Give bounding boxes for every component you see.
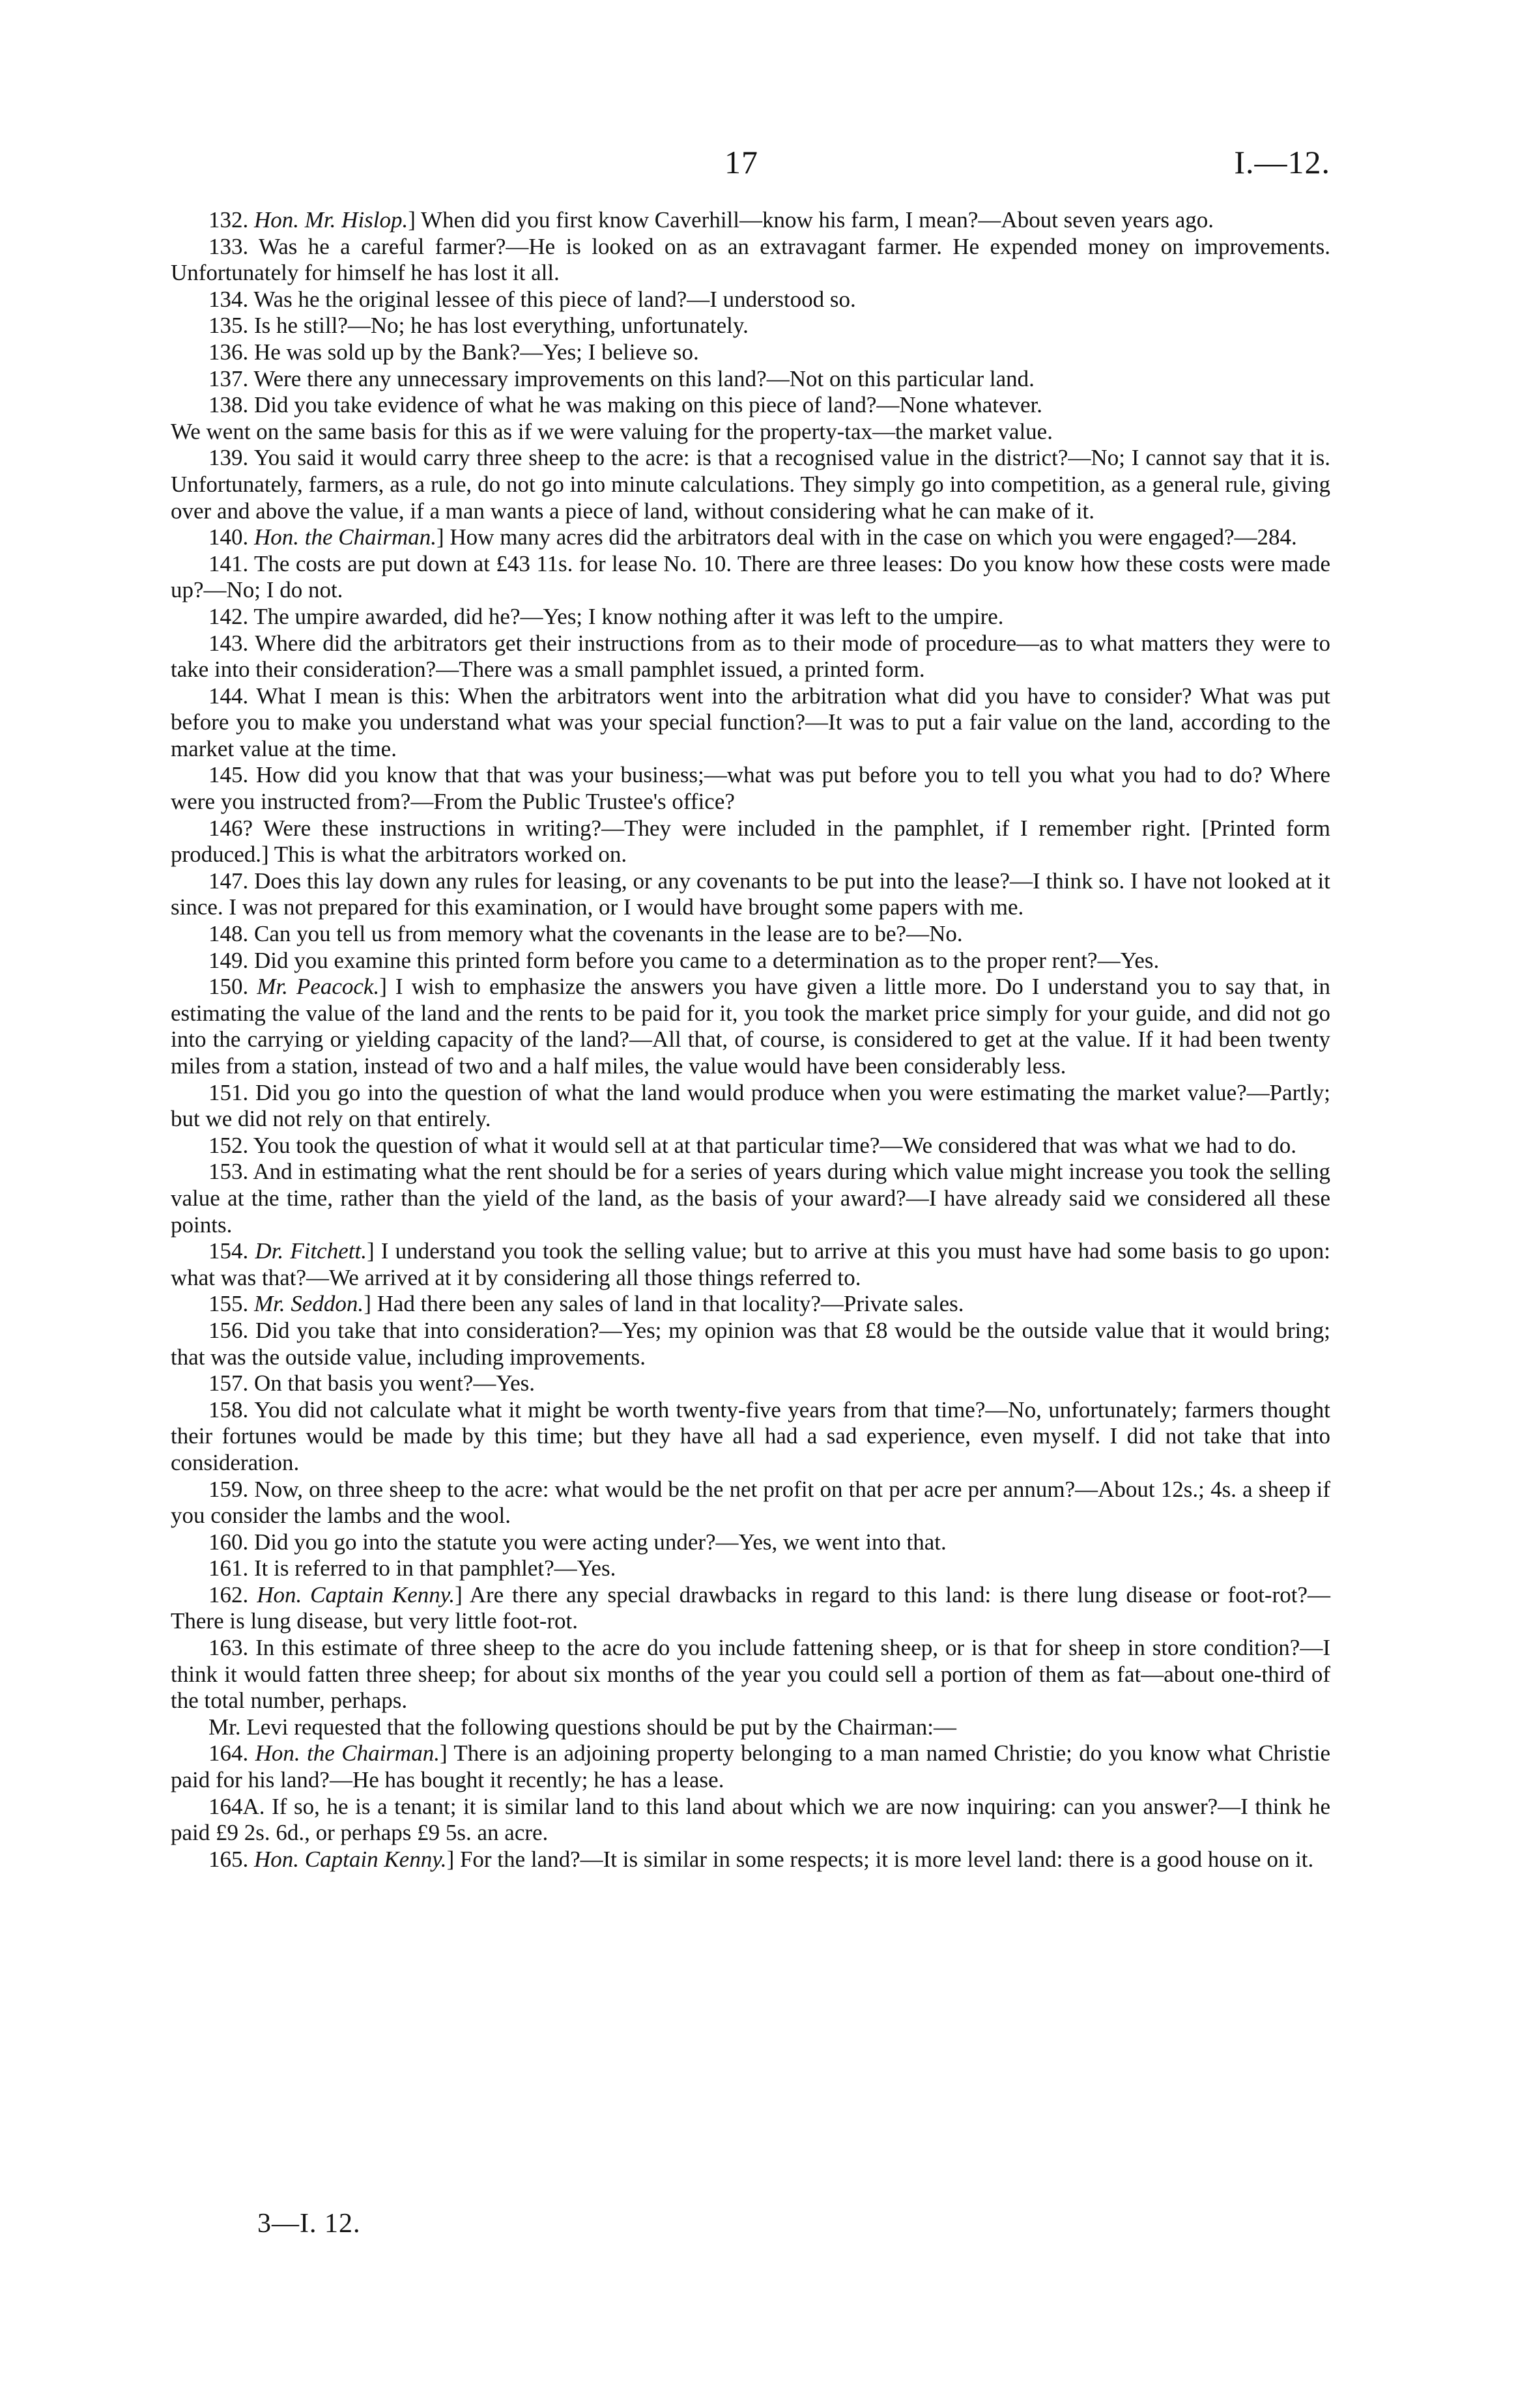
question-text: ] I wish to emphasize the answers you have given a little more. Do I understand you to say that, in estimating the value of the land and the rents to be paid for it, you took the market price simply for your guide, and did not go into the carrying or yielding capacity of the land?—All that, of course, is considered to get at the value. If it had been twenty miles from a station, instead of two and a half miles, the value would have been considerably less. <box>171 974 1330 1079</box>
question-number: 149. <box>208 947 249 973</box>
question-number: 145. <box>208 762 249 788</box>
question-number: 142. <box>208 603 249 629</box>
question-text: The costs are put down at £43 11s. for lease No. 10. There are three leases: Do you know how these costs were made up?—No; I do not. <box>171 550 1330 603</box>
question-paragraph <box>171 1635 1330 1714</box>
question-paragraph <box>171 762 1330 815</box>
page-number: 17 <box>724 144 758 180</box>
question-text: Did you go into the statute you were acting under?—Yes, we went into that. <box>254 1529 947 1555</box>
evidence-transcript <box>171 207 1330 1873</box>
speaker-name: Mr. Seddon. <box>254 1291 364 1317</box>
question-paragraph <box>171 683 1330 763</box>
question-text: Now, on three sheep to the acre: what would be the net profit on that per acre per annum?—About 12s.; 4s. a sheep if you consider the lambs and the wool. <box>171 1476 1331 1529</box>
question-text: Did you go into the question of what the land would produce when you were estimating the market value?—Partly; but we did not rely on that entirely. <box>171 1079 1331 1132</box>
question-text: He was sold up by the Bank?—Yes; I believe so. <box>254 339 699 365</box>
question-paragraph <box>171 1370 1330 1397</box>
printer-signature: 3—I. 12. <box>257 2209 361 2239</box>
question-number: 155. <box>208 1291 249 1317</box>
question-number: 144. <box>208 683 249 709</box>
question-paragraph <box>171 207 1330 234</box>
question-paragraph <box>171 1794 1330 1847</box>
question-text: Was he a careful farmer?—He is looked on as an extravagant farmer. He expended money on improvements. Unfortunately for himself he has lost it all. <box>171 233 1330 286</box>
question-paragraph <box>171 1582 1330 1635</box>
question-text: Can you tell us from memory what the covenants in the lease are to be?—No. <box>254 921 963 947</box>
question-paragraph <box>171 234 1330 287</box>
question-text: Is he still?—No; he has lost everything, unfortunately. <box>254 313 749 339</box>
question-number: 156. <box>208 1317 249 1343</box>
question-number: 150. <box>208 974 249 1000</box>
question-text: ] Are there any special drawbacks in regard to this land: is there lung disease or foot-rot?—There is lung disease, but very little foot-rot. <box>171 1581 1330 1634</box>
speaker-name: Mr. Peacock. <box>257 974 380 1000</box>
question-number: 147. <box>208 868 249 894</box>
question-paragraph <box>171 1847 1330 1873</box>
speaker-name: Hon. Mr. Hislop. <box>254 207 408 233</box>
question-text: Did you take evidence of what he was making on this piece of land?—None whatever. <box>254 392 1043 418</box>
question-number: 164. <box>208 1740 249 1766</box>
question-number: 140. <box>208 524 249 550</box>
question-number: 139. <box>208 445 249 471</box>
question-text: ] There is an adjoining property belonging to a man named Christie; do you know what Christie paid for his land?—He has bought it recently; he has a lease. <box>171 1740 1331 1793</box>
question-paragraph <box>171 974 1330 1079</box>
question-text: Did you examine this printed form before you came to a determination as to the proper rent?—Yes. <box>254 947 1160 973</box>
question-paragraph <box>171 868 1330 921</box>
question-paragraph <box>171 630 1330 683</box>
question-paragraph <box>171 1740 1330 1793</box>
speaker-name: Hon. the Chairman. <box>254 524 436 550</box>
question-number: 152. <box>208 1132 249 1158</box>
question-paragraph <box>171 948 1330 974</box>
question-paragraph <box>171 551 1330 604</box>
question-text: Were there any unnecessary improvements on this land?—Not on this particular land. <box>253 365 1035 391</box>
question-number: 135. <box>208 313 249 339</box>
question-number: 133. <box>208 233 249 259</box>
question-text: In this estimate of three sheep to the acre do you include fattening sheep, or is that for sheep in store condition?—I think it would fatten three sheep; for about six months of the year you could sell a portion of them as fat—about one-third of the total number, perhaps. <box>171 1635 1331 1714</box>
question-text: ] I understand you took the selling value; but to arrive at this you must have had some basis to go upon: what was that?—We arrived at it by considering all those things referred to. <box>171 1238 1330 1290</box>
question-number: 163. <box>208 1635 249 1661</box>
question-text: ] When did you first know Caverhill—know his farm, I mean?—About seven years ago. <box>408 207 1214 233</box>
question-paragraph <box>171 1714 1330 1741</box>
question-text: What I mean is this: When the arbitrators went into the arbitration what did you have to consider? What was put before you to make you understand what was your special function?—It was to put a fair value on the land, according to the market value at the time. <box>171 683 1330 761</box>
question-text: ] For the land?—It is similar in some respects; it is more level land: there is a good house on it. <box>446 1846 1314 1872</box>
question-text: The umpire awarded, did he?—Yes; I know nothing after it was left to the umpire. <box>253 603 1004 629</box>
question-text: Were these instructions in writing?—They were included in the pamphlet, if I remember right. [Printed form produced.] This is what the arbitrators worked on. <box>171 815 1330 868</box>
question-text: It is referred to in that pamphlet?—Yes. <box>254 1555 616 1581</box>
question-paragraph <box>171 1159 1330 1238</box>
question-number: 136. <box>208 339 249 365</box>
question-number: 162. <box>208 1581 249 1608</box>
document-reference: I.—12. <box>1234 144 1330 180</box>
question-paragraph <box>171 287 1330 313</box>
question-text: And in estimating what the rent should be for a series of years during which value might increase you took the selling value at the time, rather than the yield of the land, as the basis of your award?—I have already said we considered all these points. <box>171 1159 1331 1238</box>
question-paragraph <box>171 1080 1330 1133</box>
question-paragraph <box>171 313 1330 339</box>
question-number: 158. <box>208 1396 249 1423</box>
question-text: How did you know that that was your business;—what was put before you to tell you what you had to do? Where were you instructed from?—From the Public Trustee's office? <box>171 762 1331 815</box>
question-paragraph <box>171 1318 1330 1370</box>
question-text: Mr. Levi requested that the following questions should be put by the Chairman:— <box>208 1714 957 1740</box>
speaker-name: Dr. Fitchett. <box>255 1238 367 1264</box>
question-number: 164A. <box>208 1793 265 1819</box>
speaker-name: Hon. Captain Kenny. <box>257 1581 455 1608</box>
question-text: On that basis you went?—Yes. <box>254 1370 536 1396</box>
question-number: 161. <box>208 1555 249 1581</box>
question-paragraph <box>171 419 1330 446</box>
page-header <box>171 143 1330 189</box>
question-paragraph <box>171 445 1330 524</box>
question-number: 159. <box>208 1476 249 1502</box>
question-number: 165. <box>208 1846 249 1872</box>
question-paragraph <box>171 921 1330 948</box>
question-paragraph <box>171 392 1330 419</box>
speaker-name: Hon. Captain Kenny. <box>254 1846 447 1872</box>
question-paragraph <box>171 339 1330 366</box>
question-number: 154. <box>208 1238 249 1264</box>
question-number: 137. <box>208 365 249 391</box>
question-text: Does this lay down any rules for leasing, or any covenants to be put into the lease?—I think so. I have not looked at it since. I was not prepared for this examination, or I would have brought some papers with me. <box>171 868 1330 920</box>
question-paragraph <box>171 1555 1330 1582</box>
question-number: 148. <box>208 921 249 947</box>
question-text: You said it would carry three sheep to the acre: is that a recognised value in the district?—No; I cannot say that it is. Unfortunately, farmers, as a rule, do not go into minute calculations. They simply go into competition, as a general rule, giving over and above the value, if a man wants a piece of land, without considering what he can make of it. <box>171 445 1331 524</box>
question-text: Did you take that into consideration?—Yes; my opinion was that £8 would be the outside value that it would bring; that was the outside value, including improvements. <box>171 1317 1330 1370</box>
question-text: You did not calculate what it might be worth twenty-five years from that time?—No, unfortunately; farmers thought their fortunes would be made by this time; but they have all had a sad experience, even myself. I did not take that into consideration. <box>171 1396 1330 1475</box>
question-paragraph <box>171 366 1330 393</box>
question-number: 132. <box>208 207 249 233</box>
question-number: 134. <box>208 286 249 312</box>
question-number: 143. <box>208 630 249 656</box>
question-paragraph <box>171 1291 1330 1318</box>
question-text: Where did the arbitrators get their instructions from as to their mode of procedure—as to what matters they were to take into their consideration?—There was a small pamphlet issued, a printed form. <box>171 630 1331 683</box>
speaker-name: Hon. the Chairman. <box>255 1740 440 1766</box>
question-paragraph <box>171 1477 1330 1529</box>
question-text: If so, he is a tenant; it is similar land to this land about which we are now inquiring: can you answer?—I think he paid £9 2s. 6d., or perhaps £9 5s. an acre. <box>171 1793 1331 1846</box>
question-number: 153. <box>208 1159 249 1185</box>
question-text: Was he the original lessee of this piece of land?—I understood so. <box>253 286 856 312</box>
question-paragraph <box>171 1238 1330 1291</box>
question-paragraph <box>171 604 1330 630</box>
question-number: 160. <box>208 1529 249 1555</box>
question-number: 151. <box>208 1079 249 1105</box>
question-paragraph <box>171 1133 1330 1159</box>
question-text: You took the question of what it would sell at at that particular time?—We considered that was what we had to do. <box>253 1132 1297 1158</box>
question-paragraph <box>171 1397 1330 1477</box>
question-text: ] Had there been any sales of land in that locality?—Private sales. <box>364 1291 964 1317</box>
question-number: 157. <box>208 1370 249 1396</box>
question-paragraph <box>171 524 1330 551</box>
question-text: We went on the same basis for this as if we were valuing for the property-tax—the market value. <box>171 418 1053 444</box>
question-text: ] How many acres did the arbitrators deal with in the case on which you were engaged?—284. <box>436 524 1297 550</box>
question-paragraph <box>171 815 1330 868</box>
question-number: 141. <box>208 550 249 576</box>
question-number: 146? <box>208 815 253 841</box>
question-number: 138. <box>208 392 249 418</box>
question-paragraph <box>171 1529 1330 1556</box>
